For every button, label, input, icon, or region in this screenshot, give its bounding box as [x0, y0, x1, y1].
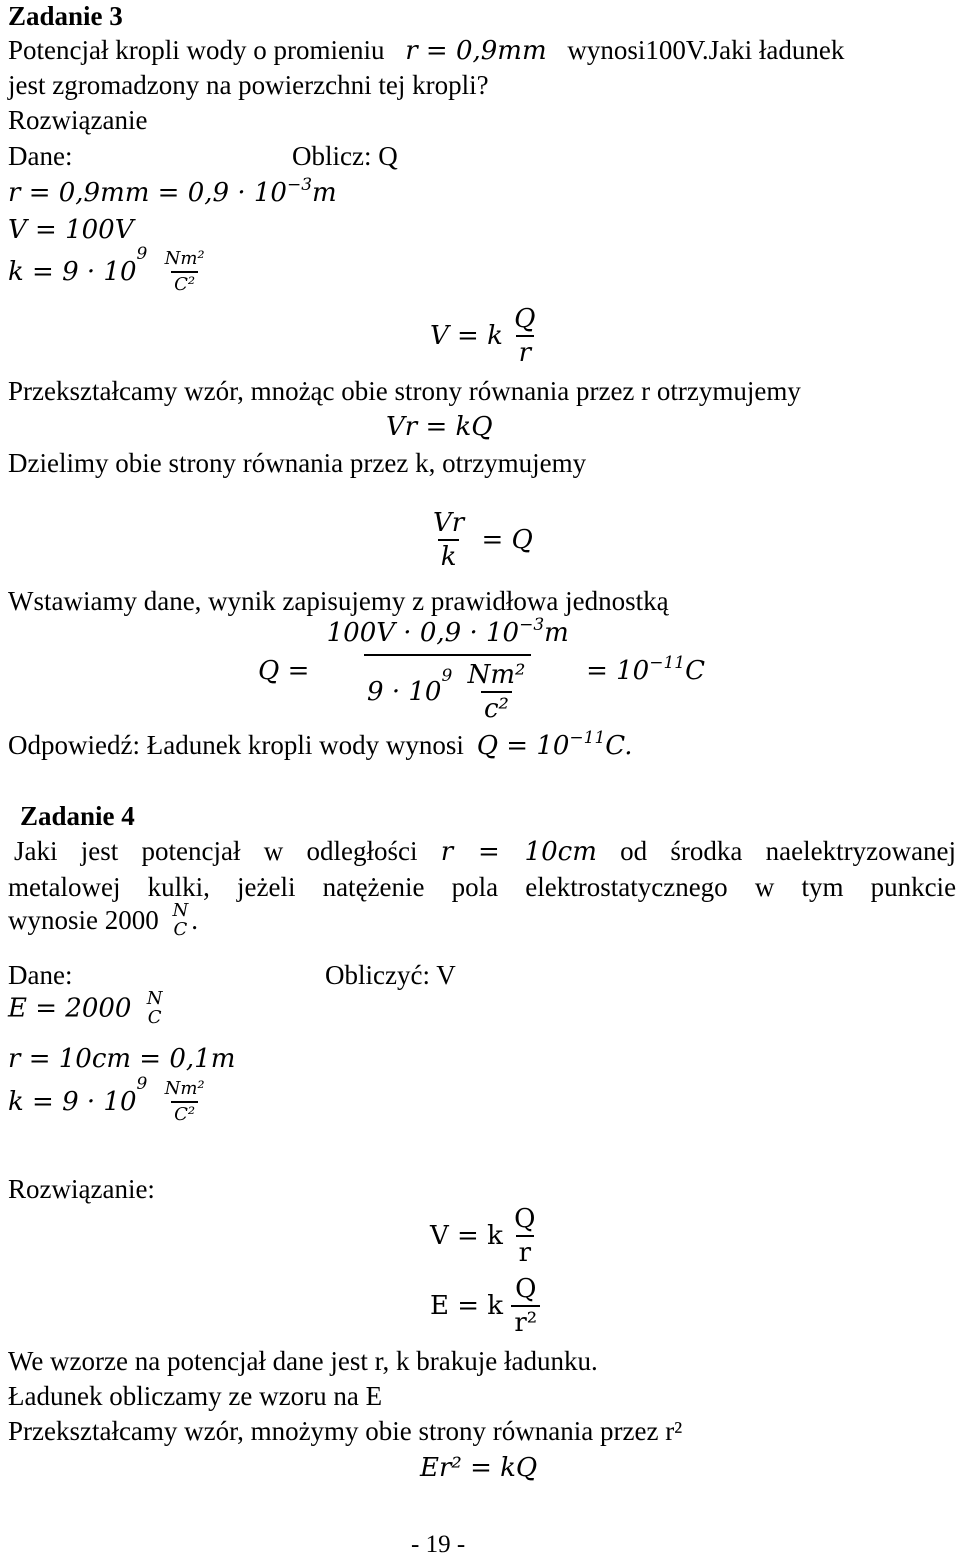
intro-text-a: Potencjał kropli wody o promieniu	[8, 35, 385, 65]
task3-answer: Odpowiedź: Ładunek kropli wody wynosi $Q = 10^{-11}C$.	[8, 728, 633, 761]
task3-given-k: $k = 9 \cdot 10^9$ $\frac{\text{Nm²}}{\text{C²}}$	[8, 243, 205, 295]
task3-formula-potential: V = k $\frac{Q}{r}$	[430, 304, 536, 368]
intro-radius-math: r = 0,9mm	[405, 36, 547, 66]
task4-given-k: $k = 9 \cdot 10^9$ $\frac{\text{Nm²}}{\text{C²}}$	[8, 1073, 205, 1125]
task4-formula-field: E = k $\frac{Q}{\text{r²}}$	[430, 1276, 540, 1336]
task3-step3: Wstawiamy dane, wynik zapisujemy z prawidłowa jednostką	[8, 586, 669, 616]
task4-solution-label: Rozwiązanie:	[8, 1174, 155, 1204]
task4-given-r: r = 10cm = 0,1m	[8, 1044, 236, 1074]
task4-given-e: E = 2000 N C	[8, 988, 163, 1028]
task3-intro-line1	[8, 37, 844, 64]
task3-given-r: $r = 0,9mm = 0,9 \cdot 10^{-3}m$	[8, 175, 337, 208]
task3-solution-label: Rozwiązanie	[8, 105, 148, 135]
intro-text-b: wynosi100V.Jaki ładunek	[567, 35, 845, 65]
task4-paragraph1: We wzorze na potencjał dane jest r, k brakuje ładunku.	[8, 1346, 598, 1376]
task4-paragraph2: Ładunek obliczamy ze wzoru na E	[8, 1381, 383, 1411]
task4-eq-final: Er² = kQ	[420, 1453, 538, 1483]
task3-heading: Zadanie 3	[8, 1, 123, 31]
task3-given-label: Dane:	[8, 141, 73, 171]
task3-intro-line2: jest zgromadzony na powierzchni tej kropli?	[8, 70, 489, 100]
task4-paragraph3: Przekształcamy wzór, mnożymy obie strony równania przez r²	[8, 1416, 683, 1446]
task3-step1: Przekształcamy wzór, mnożąc obie strony równania przez r otrzymujemy	[8, 376, 801, 406]
task4-heading: Zadanie 4	[20, 801, 135, 831]
task3-given-v: V = 100V	[8, 215, 134, 245]
task3-calculation: Q = $100V \cdot 0,9 \cdot 10^{-3}m$ $9 \cdot 10^9$ $\frac{\text{Nm²}}{\text{c²}}$ = $10^{-11}C$	[258, 615, 705, 724]
task4-question-line1: Jaki jest potencjał w odległości r = 10cm od środka naelektryzowanej	[14, 836, 957, 867]
task4-formula-potential: V = k $\frac{Q}{r}$	[430, 1204, 536, 1268]
task3-eq1: Vr = kQ	[386, 412, 493, 442]
task4-given-label: Dane:	[8, 960, 73, 990]
task4-question-line2: metalowej kulki, jeżeli natężenie pola elektrostatycznego w tym punkcie	[8, 872, 957, 902]
page-number: - 19 -	[411, 1531, 466, 1558]
task3-find-label: Oblicz: Q	[292, 141, 398, 171]
task4-find-label: Obliczyć: V	[325, 960, 456, 990]
task4-question-line3: wynosie 2000 N C .	[8, 900, 198, 940]
task3-eq2: $\frac{Vr}{k}$ = Q	[433, 508, 533, 572]
task3-step2: Dzielimy obie strony równania przez k, otrzymujemy	[8, 448, 587, 478]
